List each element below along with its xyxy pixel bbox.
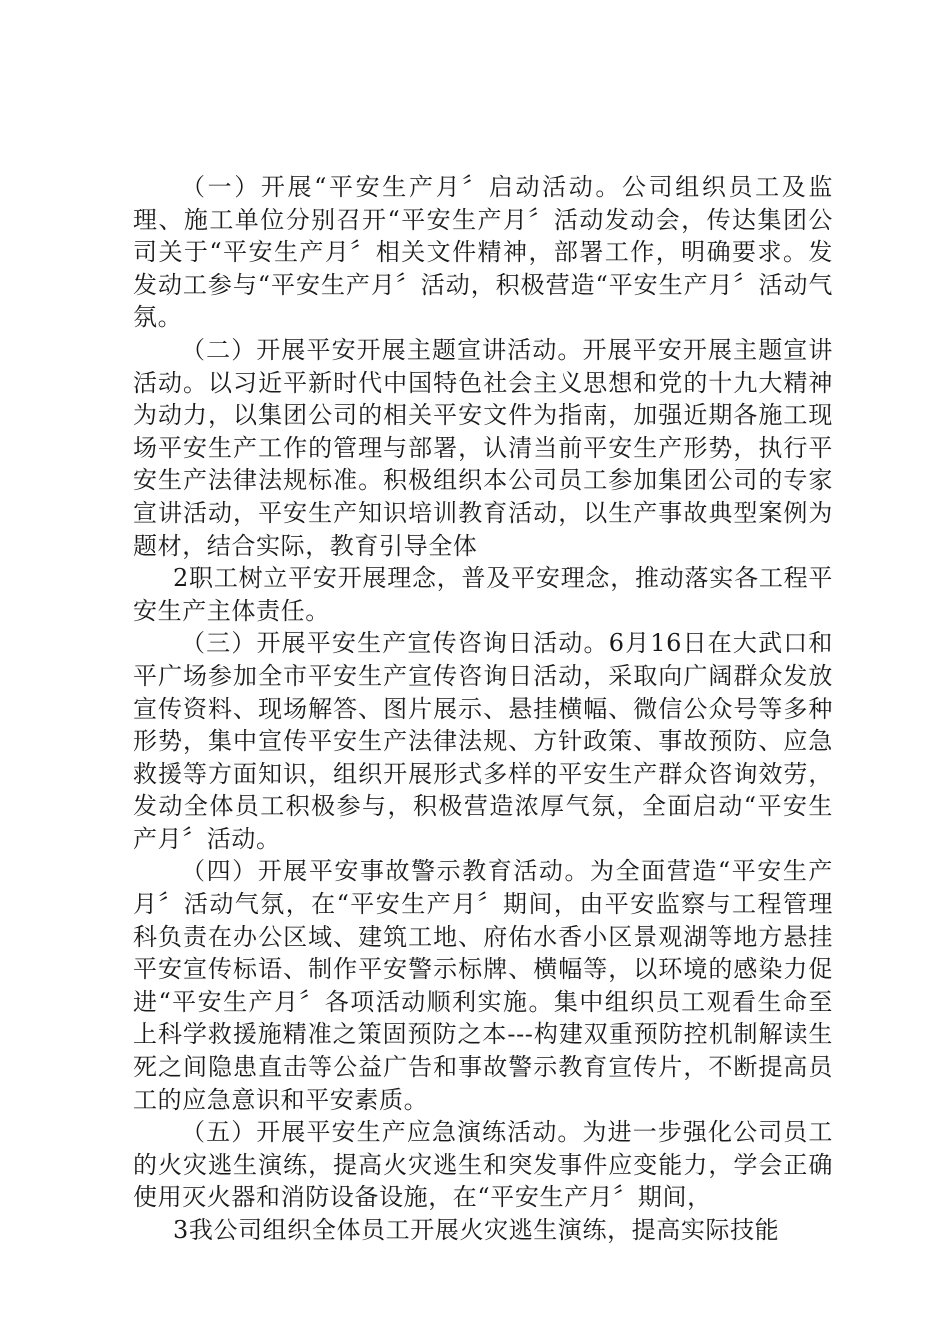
- paragraph-7: 3我公司组织全体员工开展火灾逃生演练，提高实际技能: [173, 1216, 780, 1244]
- paragraph-6: （五）开展平安生产应急演练活动。为进一步强化公司员工的火灾逃生演练，提高火灾逃生和突发事件应变能力，学会正确使用灭火器和消防设备设施，在“平安生产月〞期间，: [133, 1118, 833, 1212]
- paragraph-2: （二）开展平安开展主题宣讲活动。开展平安开展主题宣讲活动。以习近平新时代中国特色社会主义思想和党的十九大精神为动力，以集团公司的相关平安文件为指南，加强近期各施工现场平安生产工作的管理与部署，认清当前平安生产形势，执行平安生产法律法规标准。积极组织本公司员工参加集团公司的专家宣讲活动，平安生产知识培训教育活动，以生产事故典型案例为题材，结合实际，教育引导全体: [133, 335, 833, 560]
- paragraph-1: （一）开展“平安生产月〞启动活动。公司组织员工及监理、施工单位分别召开“平安生产月〞活动发动会，传达集团公司关于“平安生产月〞相关文件精神，部署工作，明确要求。发发动工参与“平安生产月〞活动，积极营造“平安生产月〞活动气氛。: [133, 173, 833, 332]
- paragraph-4: （三）开展平安生产宣传咨询日活动。6月16日在大武口和平广场参加全市平安生产宣传咨询日活动，采取向广阔群众发放宣传资料、现场解答、图片展示、悬挂横幅、微信公众号等多种形势，集中宣传平安生产法律法规、方针政策、事故预防、应急救援等方面知识，组织开展形式多样的平安生产群众咨询效劳，发动全体员工积极参与，积极营造浓厚气氛，全面启动“平安生产月〞活动。: [133, 629, 833, 853]
- document-body: [133, 171, 833, 1247]
- paragraph-3: 2职工树立平安开展理念，普及平安理念，推动落实各工程平安生产主体责任。: [133, 564, 833, 625]
- paragraph-5: （四）开展平安事故警示教育活动。为全面营造“平安生产月〞活动气氛，在“平安生产月〞期间，由平安监察与工程管理科负责在办公区域、建筑工地、府佑水香小区景观湖等地方悬挂平安宣传标语、制作平安警示标牌、横幅等，以环境的感染力促进“平安生产月〞各项活动顺利实施。集中组织员工观看生命至上科学救援施精准之策固预防之本---构建双重预防控机制解读生死之间隐患直击等公益广告和事故警示教育宣传片，不断提高员工的应急意识和平安素质。: [133, 857, 833, 1114]
